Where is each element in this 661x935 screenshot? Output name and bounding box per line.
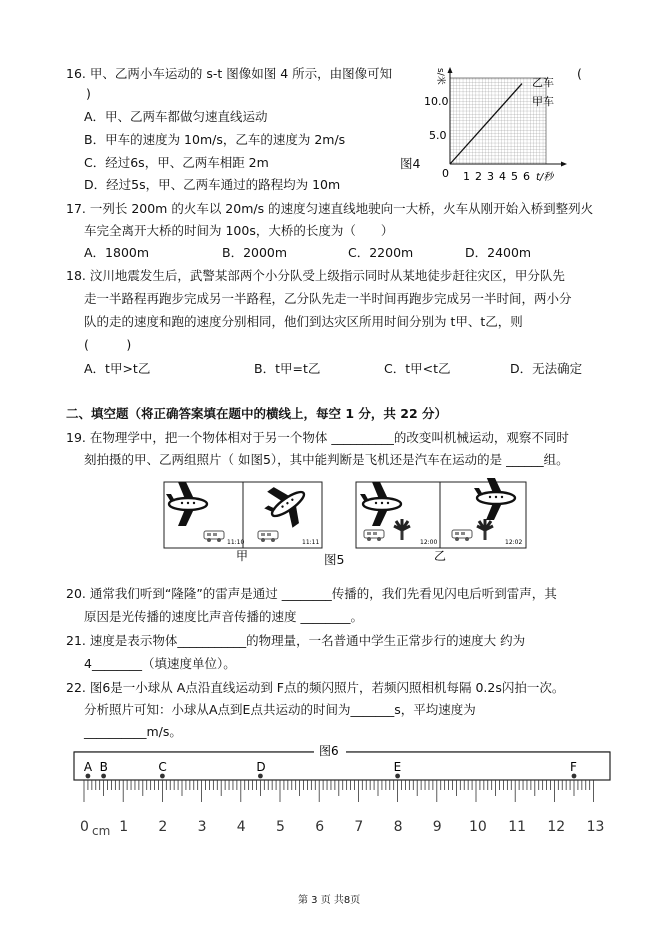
q20-line2: 原因是光传播的速度比声音传播的速度 ________。	[84, 609, 363, 624]
q21-line1: 21. 速度是表示物体___________的物理量，一名普通中学生正常步行的速度大 约为	[66, 633, 526, 648]
q16-option-c: C．经过6s，甲、乙两车相距 2m	[84, 155, 269, 170]
fig6-scale-number: 2	[158, 819, 168, 835]
fig6-scale-number: 11	[508, 819, 527, 835]
fig6-point-label: F	[570, 760, 577, 774]
fig6-point-label: E	[393, 760, 402, 774]
fig6-scale-number: 7	[354, 819, 364, 835]
fig6-unit: cm	[92, 824, 111, 838]
q16-paren: (	[577, 66, 582, 81]
q16-line1: 16. 甲、乙两小车运动的 s-t 图像如图 4 所示，由图像可知	[66, 66, 393, 81]
fig6-scale-number: 6	[315, 819, 325, 835]
fig6-scale-number: 0	[80, 819, 89, 835]
q18-option-a: A．t甲>t乙	[84, 361, 151, 376]
q17-option-b: B．2000m	[222, 245, 288, 260]
fig6-point-a	[86, 774, 91, 779]
fig6-scale-number: 12	[547, 819, 566, 835]
fig4-caption: 图4	[400, 156, 421, 171]
fig6-scale-number: 13	[586, 819, 605, 835]
q18-line1: 18. 汶川地震发生后，武警某部两个小分队受上级指示同时从某地徒步赶往灾区，甲分队先	[66, 268, 565, 283]
fig4-origin: 0	[442, 167, 449, 180]
fig6-scale-number: 4	[236, 819, 246, 835]
q18-line4: ( )	[84, 337, 132, 352]
fig6-caption: 图6	[319, 744, 339, 758]
fig5-label-jia: 甲	[236, 549, 249, 563]
q16-paren-close: )	[86, 86, 91, 101]
q16-option-a: A．甲、乙两车都做匀速直线运动	[84, 109, 268, 124]
fig4-ytick-10: 10.0	[424, 95, 449, 108]
fig6-point-label: C	[158, 760, 167, 774]
fig6-scale-number: 1	[119, 819, 129, 835]
q17-line2: 车完全离开大桥的时间为 100s，大桥的长度为（ ）	[84, 223, 394, 238]
fig4-xtick-3: 3	[487, 170, 494, 183]
fig4-chart	[408, 66, 568, 188]
fig6-scale-number: 9	[432, 819, 442, 835]
fig6-point-f	[572, 774, 577, 779]
q17-option-c: C．2200m	[348, 245, 414, 260]
fig4-xlabel: t/秒	[536, 172, 554, 183]
fig4-xtick-2: 2	[475, 170, 482, 183]
fig4-label-yi: 乙车	[532, 76, 554, 89]
q18-option-b: B．t甲=t乙	[254, 361, 321, 376]
q17-line1: 17. 一列长 200m 的火车以 20m/s 的速度匀速直线地驶向一大桥，火车从刚开始入桥到整列火	[66, 201, 594, 216]
fig6-scale-number: 5	[276, 819, 285, 835]
q17-option-d: D．2400m	[465, 245, 532, 260]
fig6-point-e	[395, 774, 400, 779]
fig6-point-d	[258, 774, 263, 779]
fig6-scale-number: 8	[393, 819, 403, 835]
fig5-time-4: 12:02	[505, 539, 523, 546]
section2-title: 二、填空题（将正确答案填在题中的横线上，每空 1 分，共 22 分）	[66, 406, 448, 421]
q17-option-a: A．1800m	[84, 245, 150, 260]
fig4-x-arrow	[561, 162, 567, 167]
fig4-grid	[450, 78, 546, 164]
q19-line2: 刻拍摄的甲、乙两组照片（ 如图5），其中能判断是飞机还是汽车在运动的是 ______组。	[84, 452, 569, 467]
fig5-photos	[160, 478, 540, 568]
q18-line3: 队的走的速度和跑的速度分别相同，他们到达灾区所用时间分别为 t甲、t乙，则	[84, 314, 523, 329]
fig4-label-jia: 甲车	[532, 95, 554, 108]
q21-line2: 4________（填速度单位）。	[84, 656, 236, 671]
q18-option-c: C．t甲<t乙	[384, 361, 451, 376]
fig5-time-2: 11:11	[302, 539, 320, 546]
fig6-point-label: A	[83, 760, 93, 774]
fig6-point-label: B	[99, 760, 108, 774]
fig6-point-b	[101, 774, 106, 779]
q16-option-d: D．经过5s，甲、乙两车通过的路程均为 10m	[84, 177, 341, 192]
fig4-y-arrow	[448, 67, 453, 73]
fig4-xtick-4: 4	[499, 170, 506, 183]
fig6-point-c	[160, 774, 165, 779]
q22-line2: 分析照片可知：小球从A点到E点共运动的时间为_______s，平均速度为	[84, 702, 476, 717]
fig4-xtick-5: 5	[511, 170, 518, 183]
q18-line2: 走一半路程再跑步完成另一半路程，乙分队先走一半时间再跑步完成另一半时间，两小分	[84, 291, 572, 306]
fig6-scale-number: 10	[469, 819, 487, 835]
fig5-time-1: 11:10	[227, 539, 245, 546]
fig5-time-3: 12:00	[420, 539, 438, 546]
q22-line3: __________m/s。	[84, 724, 182, 739]
fig6-point-label: D	[256, 760, 266, 774]
fig5-label-yi: 乙	[434, 549, 447, 563]
fig4-ylabel: s/米	[435, 68, 445, 85]
fig6-scale-number: 3	[197, 819, 207, 835]
fig4-xtick-1: 1	[463, 170, 470, 183]
q22-line1: 22. 图6是一小球从 A点沿直线运动到 F点的频闪照片，若频闪照相机每隔 0.2s闪拍一次。	[66, 680, 565, 695]
fig6-ruler	[72, 740, 612, 840]
page-footer: 第 3 页 共8页	[298, 895, 361, 906]
fig4-ytick-5: 5.0	[429, 129, 447, 142]
fig5-caption: 图5	[324, 552, 345, 567]
fig4-xtick-6: 6	[523, 170, 530, 183]
q19-line1: 19. 在物理学中，把一个物体相对于另一个物体 __________的改变叫机械运动，观察不同时	[66, 430, 569, 445]
q20-line1: 20. 通常我们听到“隆隆”的雷声是通过 ________传播的，我们先看见闪电后听到雷声，其	[66, 586, 557, 601]
q18-option-d: D．无法确定	[510, 361, 583, 376]
q16-option-b: B．甲车的速度为 10m/s，乙车的速度为 2m/s	[84, 132, 346, 147]
